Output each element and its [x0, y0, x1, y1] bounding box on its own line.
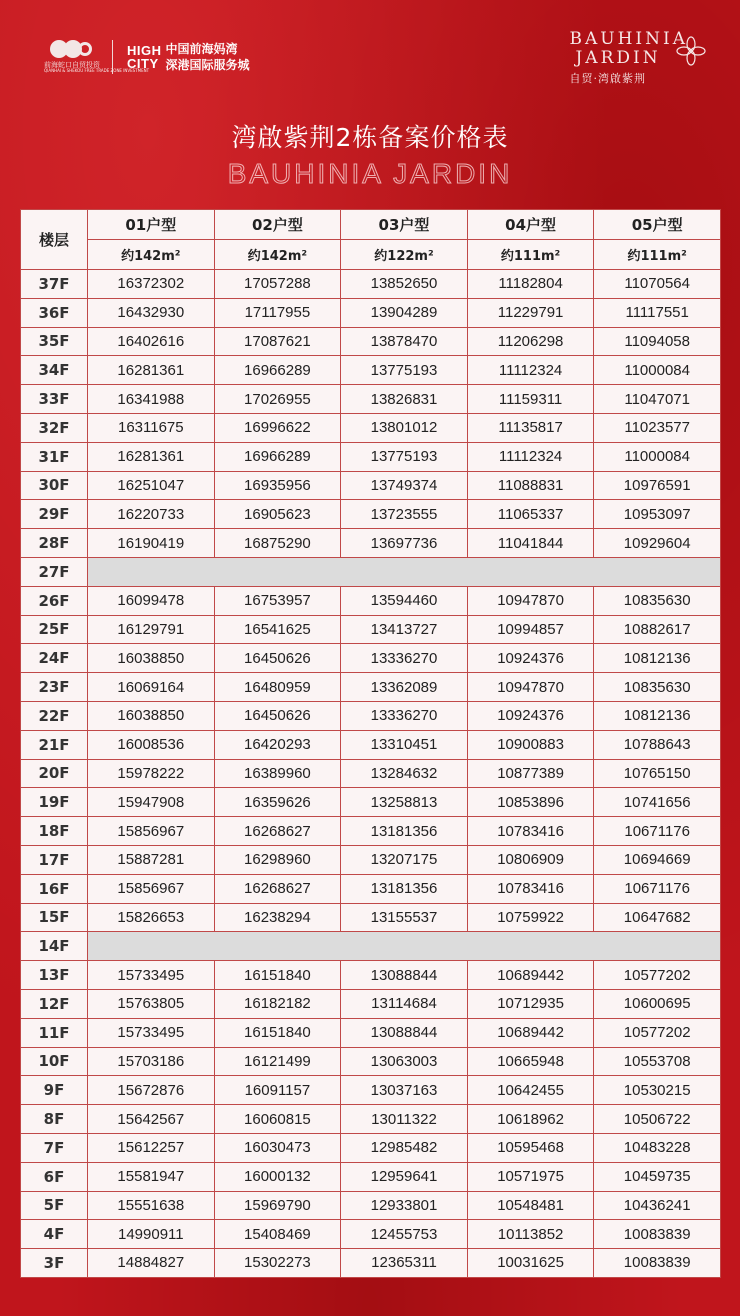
- table-row: [21, 788, 721, 817]
- price-cell: 11065337: [467, 500, 594, 529]
- price-cell: 10083839: [594, 1249, 721, 1278]
- unavailable-floor-cell: [88, 557, 721, 586]
- floor-cell: 19F: [21, 788, 88, 817]
- price-cell: 13258813: [341, 788, 468, 817]
- unit-area-header: 约111m²: [594, 240, 721, 270]
- floor-column-header: 楼层: [21, 210, 88, 270]
- table-row: [21, 615, 721, 644]
- price-cell: 16875290: [214, 529, 341, 558]
- price-cell: 10924376: [467, 701, 594, 730]
- price-table-container: [20, 209, 720, 1277]
- floor-cell: 24F: [21, 644, 88, 673]
- price-cell: 16389960: [214, 759, 341, 788]
- price-cell: 10553708: [594, 1047, 721, 1076]
- price-cell: 10812136: [594, 644, 721, 673]
- table-row: [21, 270, 721, 299]
- price-cell: 10618962: [467, 1105, 594, 1134]
- price-cell: 10835630: [594, 673, 721, 702]
- table-row: [21, 356, 721, 385]
- price-cell: 10577202: [594, 961, 721, 990]
- price-cell: 11000084: [594, 356, 721, 385]
- table-row: [21, 1162, 721, 1191]
- floor-cell: 5F: [21, 1191, 88, 1220]
- price-cell: 13336270: [341, 701, 468, 730]
- price-cell: 13749374: [341, 471, 468, 500]
- price-cell: 10506722: [594, 1105, 721, 1134]
- floor-cell: 4F: [21, 1220, 88, 1249]
- price-cell: 16268627: [214, 874, 341, 903]
- price-cell: 13088844: [341, 961, 468, 990]
- floor-cell: 36F: [21, 298, 88, 327]
- price-cell: 10671176: [594, 817, 721, 846]
- table-row: [21, 1047, 721, 1076]
- price-cell: 11112324: [467, 442, 594, 471]
- page-subtitle: BAUHINIA JARDIN: [227, 158, 513, 189]
- floor-cell: 8F: [21, 1105, 88, 1134]
- price-cell: 10853896: [467, 788, 594, 817]
- project-logo: [569, 30, 688, 86]
- price-cell: 10783416: [467, 817, 594, 846]
- price-cell: 15826653: [88, 903, 215, 932]
- price-cell: 11206298: [467, 327, 594, 356]
- price-table-body: [21, 270, 721, 1278]
- price-cell: 15302273: [214, 1249, 341, 1278]
- table-row: [21, 1191, 721, 1220]
- table-row: [21, 500, 721, 529]
- developer-name-en: QIANHAI & SHEKOU FREE TRADE ZONE INVESTMENT: [44, 68, 150, 73]
- price-cell: 16966289: [214, 442, 341, 471]
- table-row: [21, 442, 721, 471]
- price-cell: 16008536: [88, 730, 215, 759]
- price-cell: 16121499: [214, 1047, 341, 1076]
- price-cell: 13336270: [341, 644, 468, 673]
- price-cell: 13155537: [341, 903, 468, 932]
- table-row: [21, 989, 721, 1018]
- floor-cell: 29F: [21, 500, 88, 529]
- floor-cell: 3F: [21, 1249, 88, 1278]
- price-cell: 10877389: [467, 759, 594, 788]
- table-row: [21, 961, 721, 990]
- price-cell: 13114684: [341, 989, 468, 1018]
- price-cell: 10947870: [467, 673, 594, 702]
- unit-area-header: 约142m²: [88, 240, 215, 270]
- unit-type-header: 05户型: [594, 210, 721, 240]
- table-row: [21, 385, 721, 414]
- price-cell: 16151840: [214, 1018, 341, 1047]
- page-title: 湾啟紫荆2栋备案价格表: [231, 123, 509, 152]
- price-cell: 16359626: [214, 788, 341, 817]
- price-cell: 10947870: [467, 586, 594, 615]
- price-cell: 15887281: [88, 845, 215, 874]
- unit-type-header: 03户型: [341, 210, 468, 240]
- price-cell: 10783416: [467, 874, 594, 903]
- price-cell: 16541625: [214, 615, 341, 644]
- price-cell: 16996622: [214, 413, 341, 442]
- floor-cell: 12F: [21, 989, 88, 1018]
- price-cell: 15856967: [88, 874, 215, 903]
- price-cell: 13088844: [341, 1018, 468, 1047]
- price-cell: 16341988: [88, 385, 215, 414]
- price-cell: 10835630: [594, 586, 721, 615]
- high-city-cn-1: 中国前海妈湾: [165, 42, 238, 56]
- project-logo-en-2: JARDIN: [575, 48, 661, 68]
- price-cell: 16450626: [214, 701, 341, 730]
- table-row: [21, 845, 721, 874]
- price-cell: 10994857: [467, 615, 594, 644]
- price-cell: 10642455: [467, 1076, 594, 1105]
- price-cell: 15978222: [88, 759, 215, 788]
- table-row: [21, 701, 721, 730]
- price-cell: 11112324: [467, 356, 594, 385]
- price-cell: 12985482: [341, 1133, 468, 1162]
- price-cell: 15856967: [88, 817, 215, 846]
- price-cell: 11047071: [594, 385, 721, 414]
- price-cell: 16966289: [214, 356, 341, 385]
- price-cell: 16060815: [214, 1105, 341, 1134]
- price-cell: 16030473: [214, 1133, 341, 1162]
- price-cell: 16298960: [214, 845, 341, 874]
- high-city-en-1: HIGH: [127, 43, 162, 58]
- project-logo-en-1: BAUHINIA: [569, 29, 688, 49]
- price-cell: 16091157: [214, 1076, 341, 1105]
- price-cell: 13362089: [341, 673, 468, 702]
- price-cell: 10806909: [467, 845, 594, 874]
- floor-cell: 13F: [21, 961, 88, 990]
- floor-cell: 20F: [21, 759, 88, 788]
- price-cell: 13904289: [341, 298, 468, 327]
- table-row: [21, 817, 721, 846]
- price-cell: 13801012: [341, 413, 468, 442]
- price-cell: 10929604: [594, 529, 721, 558]
- price-cell: 16905623: [214, 500, 341, 529]
- floor-cell: 11F: [21, 1018, 88, 1047]
- floor-cell: 10F: [21, 1047, 88, 1076]
- price-cell: 10689442: [467, 1018, 594, 1047]
- table-row: [21, 1133, 721, 1162]
- unit-area-header: 约111m²: [467, 240, 594, 270]
- price-cell: 12365311: [341, 1249, 468, 1278]
- table-row: [21, 471, 721, 500]
- price-cell: 14884827: [88, 1249, 215, 1278]
- floor-cell: 31F: [21, 442, 88, 471]
- floor-cell: 17F: [21, 845, 88, 874]
- price-cell: 16190419: [88, 529, 215, 558]
- high-city-cn-2: 深港国际服务城: [165, 58, 250, 72]
- price-cell: 10976591: [594, 471, 721, 500]
- floor-cell: 30F: [21, 471, 88, 500]
- price-cell: 15612257: [88, 1133, 215, 1162]
- price-cell: 10671176: [594, 874, 721, 903]
- price-cell: 16268627: [214, 817, 341, 846]
- developer-logo: [44, 40, 250, 74]
- floor-cell: 23F: [21, 673, 88, 702]
- price-cell: 13063003: [341, 1047, 468, 1076]
- price-cell: 12959641: [341, 1162, 468, 1191]
- price-cell: 16151840: [214, 961, 341, 990]
- price-cell: 13723555: [341, 500, 468, 529]
- price-cell: 10741656: [594, 788, 721, 817]
- table-row: [21, 874, 721, 903]
- table-row: [21, 1105, 721, 1134]
- price-cell: 14990911: [88, 1220, 215, 1249]
- table-row: [21, 1076, 721, 1105]
- floor-cell: 28F: [21, 529, 88, 558]
- price-cell: 16069164: [88, 673, 215, 702]
- table-row: [21, 529, 721, 558]
- floor-cell: 26F: [21, 586, 88, 615]
- price-cell: 10924376: [467, 644, 594, 673]
- price-cell: 13284632: [341, 759, 468, 788]
- project-logo-cn: 自贸·湾啟紫荆: [569, 72, 646, 85]
- price-cell: 10665948: [467, 1047, 594, 1076]
- floor-cell: 16F: [21, 874, 88, 903]
- table-row: [21, 730, 721, 759]
- table-row: [21, 1220, 721, 1249]
- floor-cell: 25F: [21, 615, 88, 644]
- price-cell: 17117955: [214, 298, 341, 327]
- table-row: [21, 557, 721, 586]
- price-cell: 13594460: [341, 586, 468, 615]
- price-cell: 10765150: [594, 759, 721, 788]
- price-cell: 17026955: [214, 385, 341, 414]
- price-cell: 15551638: [88, 1191, 215, 1220]
- price-cell: 16432930: [88, 298, 215, 327]
- table-row: [21, 586, 721, 615]
- price-cell: 15408469: [214, 1220, 341, 1249]
- price-cell: 11117551: [594, 298, 721, 327]
- price-cell: 13413727: [341, 615, 468, 644]
- price-cell: 10812136: [594, 701, 721, 730]
- high-city-en-2: CITY: [127, 56, 159, 71]
- table-row: [21, 413, 721, 442]
- price-cell: 10882617: [594, 615, 721, 644]
- unit-area-header: 约122m²: [341, 240, 468, 270]
- price-cell: 10900883: [467, 730, 594, 759]
- price-cell: 11070564: [594, 270, 721, 299]
- table-row: [21, 327, 721, 356]
- floor-cell: 21F: [21, 730, 88, 759]
- price-cell: 16311675: [88, 413, 215, 442]
- price-cell: 15969790: [214, 1191, 341, 1220]
- price-cell: 10031625: [467, 1249, 594, 1278]
- table-row: [21, 644, 721, 673]
- table-row: [21, 759, 721, 788]
- price-cell: 10530215: [594, 1076, 721, 1105]
- price-cell: 13852650: [341, 270, 468, 299]
- floor-cell: 27F: [21, 557, 88, 586]
- price-cell: 10788643: [594, 730, 721, 759]
- floor-cell: 18F: [21, 817, 88, 846]
- header-bar: [0, 0, 740, 100]
- floor-cell: 34F: [21, 356, 88, 385]
- price-cell: 16935956: [214, 471, 341, 500]
- table-row: [21, 932, 721, 961]
- table-row: [21, 1018, 721, 1047]
- price-cell: 10759922: [467, 903, 594, 932]
- price-cell: 16099478: [88, 586, 215, 615]
- unit-type-header: 04户型: [467, 210, 594, 240]
- price-cell: 16000132: [214, 1162, 341, 1191]
- price-cell: 16450626: [214, 644, 341, 673]
- price-cell: 13775193: [341, 442, 468, 471]
- unavailable-floor-cell: [88, 932, 721, 961]
- floor-cell: 37F: [21, 270, 88, 299]
- price-cell: 16182182: [214, 989, 341, 1018]
- table-row: [21, 298, 721, 327]
- price-cell: 13181356: [341, 874, 468, 903]
- price-cell: 10600695: [594, 989, 721, 1018]
- floor-cell: 7F: [21, 1133, 88, 1162]
- floor-cell: 9F: [21, 1076, 88, 1105]
- floor-cell: 6F: [21, 1162, 88, 1191]
- price-cell: 13310451: [341, 730, 468, 759]
- price-cell: 16281361: [88, 442, 215, 471]
- price-cell: 10548481: [467, 1191, 594, 1220]
- price-cell: 16038850: [88, 701, 215, 730]
- price-cell: 16220733: [88, 500, 215, 529]
- price-cell: 13011322: [341, 1105, 468, 1134]
- bauhinia-flower-icon: [676, 36, 706, 66]
- floor-cell: 14F: [21, 932, 88, 961]
- price-cell: 10595468: [467, 1133, 594, 1162]
- price-cell: 13181356: [341, 817, 468, 846]
- price-cell: 16251047: [88, 471, 215, 500]
- price-cell: 16753957: [214, 586, 341, 615]
- price-cell: 15672876: [88, 1076, 215, 1105]
- table-row: [21, 1249, 721, 1278]
- price-table: [20, 209, 721, 1278]
- price-cell: 11088831: [467, 471, 594, 500]
- price-cell: 13878470: [341, 327, 468, 356]
- price-cell: 13697736: [341, 529, 468, 558]
- price-cell: 10694669: [594, 845, 721, 874]
- price-cell: 13775193: [341, 356, 468, 385]
- price-cell: 12933801: [341, 1191, 468, 1220]
- price-cell: 13826831: [341, 385, 468, 414]
- floor-cell: 33F: [21, 385, 88, 414]
- price-cell: 11094058: [594, 327, 721, 356]
- price-cell: 16420293: [214, 730, 341, 759]
- price-cell: 10689442: [467, 961, 594, 990]
- unit-area-header: 约142m²: [214, 240, 341, 270]
- price-cell: 10113852: [467, 1220, 594, 1249]
- floor-cell: 35F: [21, 327, 88, 356]
- price-cell: 15947908: [88, 788, 215, 817]
- price-cell: 15703186: [88, 1047, 215, 1076]
- price-cell: 11229791: [467, 298, 594, 327]
- price-cell: 11041844: [467, 529, 594, 558]
- floor-cell: 22F: [21, 701, 88, 730]
- price-cell: 11023577: [594, 413, 721, 442]
- developer-name: 前海蛇口自贸投资: [44, 61, 100, 69]
- floor-cell: 15F: [21, 903, 88, 932]
- table-row: [21, 903, 721, 932]
- price-cell: 15733495: [88, 1018, 215, 1047]
- price-cell: 16281361: [88, 356, 215, 385]
- price-cell: 13037163: [341, 1076, 468, 1105]
- price-cell: 16038850: [88, 644, 215, 673]
- unit-type-header: 02户型: [214, 210, 341, 240]
- price-cell: 11159311: [467, 385, 594, 414]
- price-cell: 10483228: [594, 1133, 721, 1162]
- price-cell: 10647682: [594, 903, 721, 932]
- unit-type-header: 01户型: [88, 210, 215, 240]
- price-cell: 10083839: [594, 1220, 721, 1249]
- price-cell: 17087621: [214, 327, 341, 356]
- price-cell: 10436241: [594, 1191, 721, 1220]
- price-cell: 11182804: [467, 270, 594, 299]
- price-cell: 10459735: [594, 1162, 721, 1191]
- price-cell: 11000084: [594, 442, 721, 471]
- price-cell: 16129791: [88, 615, 215, 644]
- price-cell: 13207175: [341, 845, 468, 874]
- floor-cell: 32F: [21, 413, 88, 442]
- price-cell: 11135817: [467, 413, 594, 442]
- price-cell: 16480959: [214, 673, 341, 702]
- price-cell: 10712935: [467, 989, 594, 1018]
- table-row: [21, 673, 721, 702]
- price-cell: 10577202: [594, 1018, 721, 1047]
- price-cell: 15733495: [88, 961, 215, 990]
- price-cell: 10571975: [467, 1162, 594, 1191]
- price-cell: 15763805: [88, 989, 215, 1018]
- price-cell: 12455753: [341, 1220, 468, 1249]
- price-cell: 16402616: [88, 327, 215, 356]
- price-cell: 15581947: [88, 1162, 215, 1191]
- price-cell: 17057288: [214, 270, 341, 299]
- price-cell: 10953097: [594, 500, 721, 529]
- price-cell: 16238294: [214, 903, 341, 932]
- price-cell: 15642567: [88, 1105, 215, 1134]
- price-cell: 16372302: [88, 270, 215, 299]
